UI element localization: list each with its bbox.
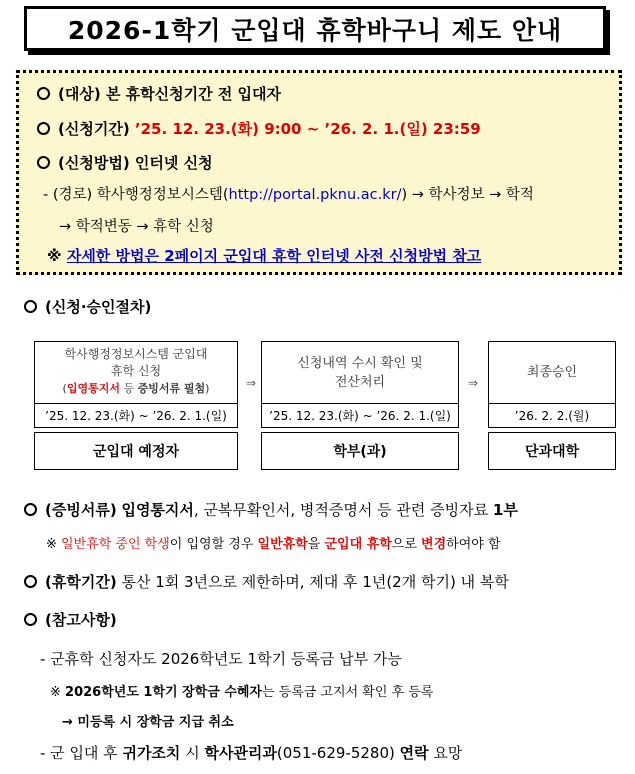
flow-step-apply <box>34 341 238 428</box>
procedure-heading-text: (신청·승인절차) <box>45 298 152 316</box>
notice-box <box>16 70 622 275</box>
reference-text: 자세한 방법은 2페이지 군입대 휴학 인터넷 사전 신청방법 참고 <box>66 247 482 265</box>
note-text: 으로 <box>391 537 422 552</box>
item2-text: 요망 <box>428 744 463 762</box>
item2-text: 시 <box>180 744 205 762</box>
flow-step-apply-note <box>35 380 237 397</box>
note-paren: ( <box>62 382 67 395</box>
flow-step-apply-date: ’25. 12. 23.(화) ~ ’26. 2. 1.(일) <box>35 403 237 429</box>
flow-arrow-icon: ⇒ <box>246 376 257 390</box>
flow-step-apply-line1: 학사행정정보시스템 군입대 <box>64 347 208 361</box>
route-system: 학사행정정보시스템( <box>96 187 229 203</box>
item2-phone: (051-629-5280) <box>276 744 400 762</box>
flow-step-apply-desc <box>35 346 237 397</box>
period-label: (신청기간) <box>58 120 130 138</box>
item2-bold: 귀가조치 <box>122 744 181 762</box>
reference-sub-note <box>50 681 433 700</box>
target-line <box>37 83 281 104</box>
flow-step-approve-desc: 최종승인 <box>526 365 578 380</box>
flow-step-check-date: ’25. 12. 23.(화) ~ ’26. 2. 1.(일) <box>262 403 458 429</box>
flow-step-approve-org: 단과대학 <box>488 432 616 470</box>
documents-count: 1부 <box>492 501 518 519</box>
procedure-heading <box>24 296 151 317</box>
item2-bold: 학사관리과 <box>204 744 277 762</box>
portal-link[interactable]: http://portal.pknu.ac.kr/ <box>228 187 402 203</box>
target-text: 본 휴학신청기간 전 입대자 <box>105 85 281 103</box>
period-line <box>37 118 481 139</box>
reference-item-1: - 군휴학 신청자도 2026학년도 1학기 등록금 납부 가능 <box>40 650 402 668</box>
leave-period-label: (휴학기간) <box>45 573 117 591</box>
flow-step-approve <box>488 341 616 428</box>
circle-bullet-icon <box>24 503 37 516</box>
flow-step-check-line2: 전산처리 <box>334 375 386 390</box>
reference-item-2 <box>40 742 462 763</box>
note-bold: 증빙서류 필첨 <box>137 382 206 395</box>
circle-bullet-icon <box>37 122 50 135</box>
reference-note <box>47 245 481 266</box>
note-red: 군입대 휴학 <box>324 537 392 552</box>
route-prefix: - (경로) <box>43 187 93 203</box>
flow-step-check <box>261 341 459 428</box>
flow-step-approve-date: ’26. 2. 2.(월) <box>489 403 615 429</box>
note-paren: ) <box>205 382 210 395</box>
reference-heading <box>24 609 117 630</box>
note-mark: ※ <box>46 537 57 552</box>
circle-bullet-icon <box>37 87 50 100</box>
documents-line <box>24 499 518 520</box>
sub-rest: 는 등록금 고지서 확인 후 등록 <box>262 685 434 700</box>
note-red: 입영통지서 <box>66 382 120 395</box>
note-red: 변경 <box>421 537 447 552</box>
flow-step-check-line1: 신청내역 수시 확인 및 <box>297 356 423 371</box>
period-text: ’25. 12. 23.(화) 9:00 ~ ’26. 2. 1.(일) 23:59 <box>134 120 481 138</box>
method-line <box>37 152 213 173</box>
sub-bold: 2026학년도 1학기 장학금 수혜자 <box>65 685 262 700</box>
leave-period-text: 통산 1회 3년으로 제한하며, 제대 후 1년(2개 학기) 내 복학 <box>121 573 509 591</box>
item2-text: - 군 입대 후 <box>40 744 123 762</box>
circle-bullet-icon <box>24 613 37 626</box>
route-line-2: → 학적변동 → 휴학 신청 <box>59 219 214 235</box>
target-label: (대상) <box>58 85 101 103</box>
note-text: 을 <box>307 537 325 552</box>
flow-step-apply-org: 군입대 예정자 <box>34 432 238 470</box>
documents-main: 입영통지서 <box>121 501 194 519</box>
reference-label: (참고사항) <box>45 611 117 629</box>
flow-step-apply-line2: 휴학 신청 <box>110 364 162 378</box>
reference-sub-line-2: → 미등록 시 장학금 지급 취소 <box>62 715 234 730</box>
note-red: 일반휴학 중인 학생 <box>61 537 170 552</box>
flow-step-check-org: 학부(과) <box>261 432 459 470</box>
item2-bold: 연락 <box>399 744 429 762</box>
note-text: 이 입영할 경우 <box>169 537 258 552</box>
documents-rest: , 군복무확인서, 병적증명서 등 관련 증빙자료 <box>193 501 489 519</box>
flow-step-check-desc <box>262 354 458 392</box>
documents-label: (증빙서류) <box>45 501 117 519</box>
note-mid: 등 <box>119 382 138 395</box>
leave-period-line <box>24 571 509 592</box>
route-rest: ) → 학사정보 → 학적 <box>401 187 534 203</box>
sub-mark: ※ <box>50 685 61 700</box>
flow-arrow-icon: ⇒ <box>468 376 479 390</box>
circle-bullet-icon <box>37 156 50 169</box>
circle-bullet-icon <box>24 300 37 313</box>
documents-note <box>46 533 501 552</box>
circle-bullet-icon <box>24 575 37 588</box>
method-text: 인터넷 신청 <box>134 154 213 172</box>
page-title: 2026-1학기 군입대 휴학바구니 제도 안내 <box>24 6 606 51</box>
reference-mark: ※ <box>47 247 62 265</box>
note-red: 일반휴학 <box>257 537 308 552</box>
route-line <box>43 183 534 204</box>
method-label: (신청방법) <box>58 154 130 172</box>
note-text: 하여야 함 <box>446 537 501 552</box>
